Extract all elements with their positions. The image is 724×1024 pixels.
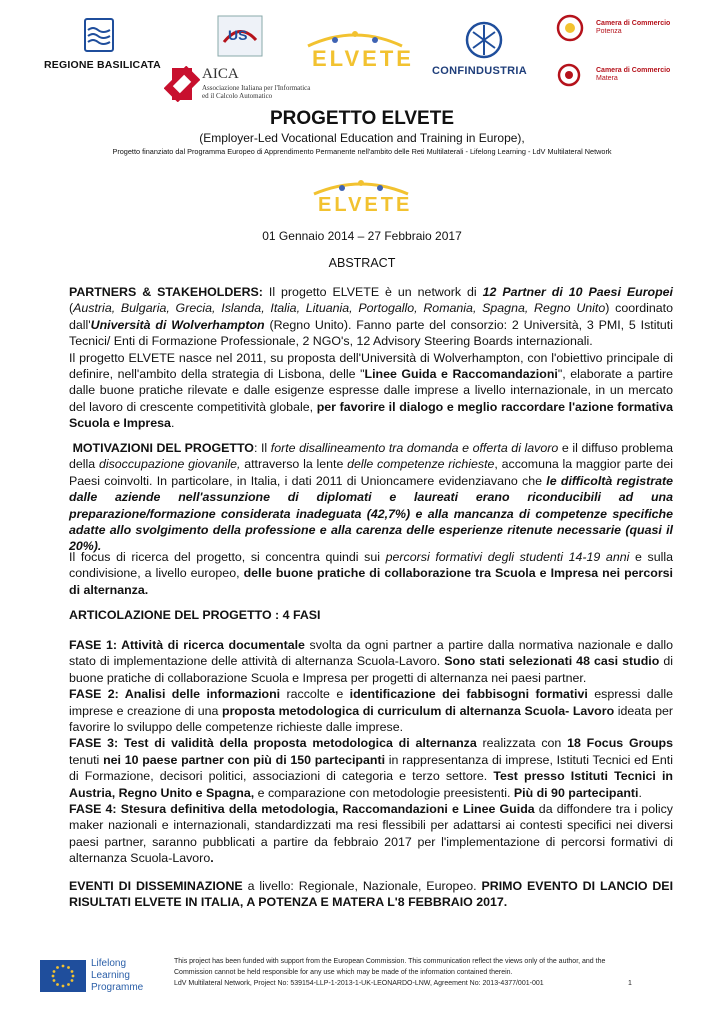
cc-matera-logo: [556, 62, 676, 92]
usr-logo: [214, 12, 266, 60]
program-line: Progetto finanziato dal Programma Europeo di Apprendimento Permanente nell'ambito delle Reti Multilaterali - Lifelong Learning - LdV Multilateral Network: [112, 147, 612, 156]
text-span: Sono stati selezionati 48 casi studio: [444, 654, 660, 669]
text-span: (Regno Unito). Fanno parte del consorzio: 2 Università, 3 PMI, 5 Istituti Tecnici/ Enti di Formazione Professionale, 2 NGO's, 12 Advisory Steering Boards internazionali.: [69, 317, 673, 349]
cc-matera-text-1: Camera di Commercio: [596, 67, 671, 74]
text-span: Test presso Istituti Tecnici in Austria, Regno Unito e Spagna,: [69, 769, 673, 800]
elvete-center-logo: [306, 178, 416, 222]
cc-matera-icon: [556, 62, 582, 88]
aica-subtitle-1: Associazione Italiana per l'Informatica: [202, 84, 311, 92]
phases-heading-text: ARTICOLAZIONE DEL PROGETTO : 4 FASI: [69, 608, 321, 622]
text-span: raccolte e: [280, 687, 350, 702]
text-span: delle buone pratiche di collaborazione tra Scuola e Impresa nei percorsi di alternanza.: [69, 566, 673, 597]
text-span: e sulla condivisione, a livello europeo,: [69, 550, 673, 581]
text-span: .: [170, 416, 175, 431]
text-span: svolta da ogni partner a partire dalla normativa nazionale e dallo stato di implementazione delle attività di alternanza Scuola-Lavoro.: [69, 638, 673, 669]
text-span: Il progetto ELVETE nasce nel 2011, su proposta dell'Università di Wolverhampton, con l'obiettivo principale di definire, nell'ambito della strategia di Lisbona, delle ": [69, 350, 673, 382]
fase-2: [69, 686, 673, 735]
partners-heading: PARTNERS & STAKEHOLDERS:: [69, 285, 263, 299]
text-span: identificazione dei fabbisogni formativi: [349, 687, 588, 702]
svg-text:US: US: [228, 27, 248, 43]
confindustria-text: CONFINDUSTRIA: [432, 65, 527, 77]
aica-star-icon: [164, 66, 200, 102]
subtitle-text: (Employer-Led Vocational Education and Training in Europe),: [199, 131, 525, 145]
ll-line-1: Lifelong: [91, 958, 127, 969]
aica-subtitle-2: ed il Calcolo Automatico: [202, 92, 273, 100]
text-span: delle competenze richieste: [347, 457, 495, 472]
origin-paragraph: [69, 350, 673, 432]
text-span: FASE 2: Analisi delle informazioni: [69, 687, 281, 702]
focus-paragraph: [69, 549, 673, 598]
text-span: Austria, Bulgaria, Grecia, Islanda, Italia, Lituania, Portogallo, Romania, Spagna, Regno Unito: [73, 301, 606, 316]
text-span: di buone pratiche di collaborazione Scuola e Impresa per progetti di alternanza nei paesi partner.: [69, 654, 673, 685]
text-span: Università di Wolverhampton: [90, 317, 265, 332]
elvete-header-logo: [300, 28, 414, 80]
fase-1: [69, 637, 673, 686]
text-span: Linee Guida e Raccomandazioni: [364, 367, 558, 382]
text-span: per favorire il dialogo e meglio raccordare l'azione formativa Scuola e Impresa: [69, 399, 673, 431]
text-span: forte disallineamento tra domanda e offerta di lavoro: [270, 441, 559, 455]
text-span: Più di 90 partecipanti: [513, 785, 639, 800]
lifelong-learning-logo: [40, 956, 160, 996]
text-span: , accomuna la maggior parte dei Paesi coinvolti. In particolare, in Italia, i dati 2011 di Unioncamere evidenziavano che: [69, 457, 673, 488]
text-span: : Il: [253, 441, 271, 455]
text-span: ) coordinato dall': [69, 301, 673, 332]
text-span: FASE 4: Stesura definitiva della metodologia, Raccomandazioni e Linee Guida: [69, 802, 535, 817]
regione-basilicata-text: REGIONE BASILICATA: [44, 59, 161, 71]
text-span: e comparazione con metodologie preesistenti.: [254, 785, 514, 800]
text-span: 12 Partner di 10 Paesi Europei: [482, 285, 673, 299]
text-span: disoccupazione giovanile,: [98, 457, 241, 472]
elvete-header-text: ELVETE: [312, 46, 414, 71]
eu-flag-icon: [40, 960, 86, 992]
text-span: espressi dalle imprese e creazione di una: [69, 687, 673, 718]
project-dates: 01 Gennaio 2014 – 27 Febbraio 2017: [262, 229, 462, 243]
text-span: da diffondere tra i policy maker nazionali e internazionali, standardizzati ma resi flessibili per adattarsi ai contesti specifici nei diversi paesi partner, saranno pubblicati a partire da febbraio 2017 per l'implementazione di percorsi formativi di alternanza Scuola-Lavoro: [69, 802, 673, 866]
text-span: .: [210, 851, 214, 866]
regione-crest-icon: [84, 18, 114, 52]
text-span: ideata per favorire lo sviluppo delle competenze richieste dalle imprese.: [69, 703, 674, 735]
fase-3: [69, 735, 673, 801]
footer-line-3: [174, 978, 674, 989]
partners-paragraph: [69, 284, 673, 432]
text-span: proposta metodologica di curriculum di alternanza Scuola- Lavoro: [222, 703, 615, 718]
project-subtitle: [0, 131, 724, 145]
text-span: attraverso la lente: [240, 457, 348, 472]
cc-potenza-icon: [556, 14, 584, 42]
abstract-heading: ABSTRACT: [328, 256, 396, 270]
cc-potenza-logo: [556, 14, 676, 46]
text-span: realizzata con: [476, 736, 568, 751]
text-span: in rappresentanza di imprese, Istituti Tecnici ed Enti di Formazione, decisori politici, associazioni di categoria e terzo settore.: [69, 752, 673, 784]
confindustria-logo: [430, 20, 540, 80]
elvete-center-text: ELVETE: [318, 194, 413, 216]
page-number: 1: [628, 980, 632, 987]
ll-line-3: Programme: [91, 982, 144, 993]
text-span: 18 Focus Groups: [567, 736, 673, 751]
ll-line-2: Learning: [91, 970, 130, 981]
regione-basilicata-logo: [44, 18, 161, 74]
text-span: le difficoltà registrate dalle aziende nell'assunzione di diplomati e laureati erano riconducibili ad una preparazione/formazione considerata inadeguata (42,7%) e alla mancanza di competenze specifiche adatte allo svolgimento della professione e alla carenza delle esperienze ritenute necessarie (quasi il 20%).: [69, 473, 674, 554]
text-span: FASE 3: Test di validità della proposta metodologica di alternanza: [69, 736, 477, 751]
usr-logo-icon: [214, 12, 266, 60]
cc-potenza-text-1: Camera di Commercio: [596, 20, 671, 27]
aica-name: AICA: [202, 66, 239, 82]
cc-potenza-text-2: Potenza: [596, 28, 622, 35]
motivations-paragraph: [69, 440, 673, 555]
text-span: PRIMO EVENTO DI LANCIO DEI RISULTATI ELVETE IN ITALIA, A POTENZA E MATERA L'8 FEBBRAIO 2017.: [69, 879, 674, 910]
text-span: ", elaborate a partire dalle buone pratiche rilevate e dalle esigenze espresse dalle imprese a livello internazionale, in un mercato del lavoro di crescente competitività globale,: [69, 367, 673, 414]
footer-disclaimer: [174, 956, 674, 989]
text-span: a livello: Regionale, Nazionale, Europeo.: [242, 879, 482, 893]
footer-line-2: Commission cannot be held responsible for any use which may be made of the information contained therein.: [174, 969, 513, 976]
fase-4: [69, 801, 673, 867]
cc-matera-text-2: Matera: [596, 75, 618, 82]
footer-line-1: This project has been funded with support from the European Commission. This communication reflect the views only of the author, and the: [174, 958, 606, 965]
phases-block: [69, 637, 673, 867]
motivations-heading: MOTIVAZIONI DEL PROGETTO: [72, 441, 254, 455]
events-paragraph: [69, 878, 673, 911]
page-title: PROGETTO ELVETE: [269, 108, 455, 129]
text-span: (: [69, 301, 74, 316]
text-span: e il diffuso problema della: [69, 441, 673, 472]
aica-logo: [160, 64, 320, 104]
text-span: Il progetto ELVETE è un network di: [262, 285, 483, 299]
text-span: .: [638, 785, 642, 800]
text-span: Il focus di ricerca del progetto, si concentra quindi sui: [69, 550, 386, 564]
footer-project-info: LdV Multilateral Network, Project No: 539154-LLP-1-2013-1-UK-LEONARDO-LNW, Agreement No: 2013-4377/001-001: [174, 980, 544, 987]
confindustria-emblem-icon: [464, 20, 504, 60]
text-span: EVENTI DI DISSEMINAZIONE: [69, 879, 243, 893]
text-span: percorsi formativi degli studenti 14-19 anni: [385, 550, 630, 564]
text-span: nei 10 paese partner con più di 150 partecipanti: [103, 752, 386, 767]
phases-heading: [69, 607, 673, 623]
text-span: FASE 1: Attività di ricerca documentale: [69, 638, 305, 652]
text-span: tenuti: [69, 752, 104, 767]
